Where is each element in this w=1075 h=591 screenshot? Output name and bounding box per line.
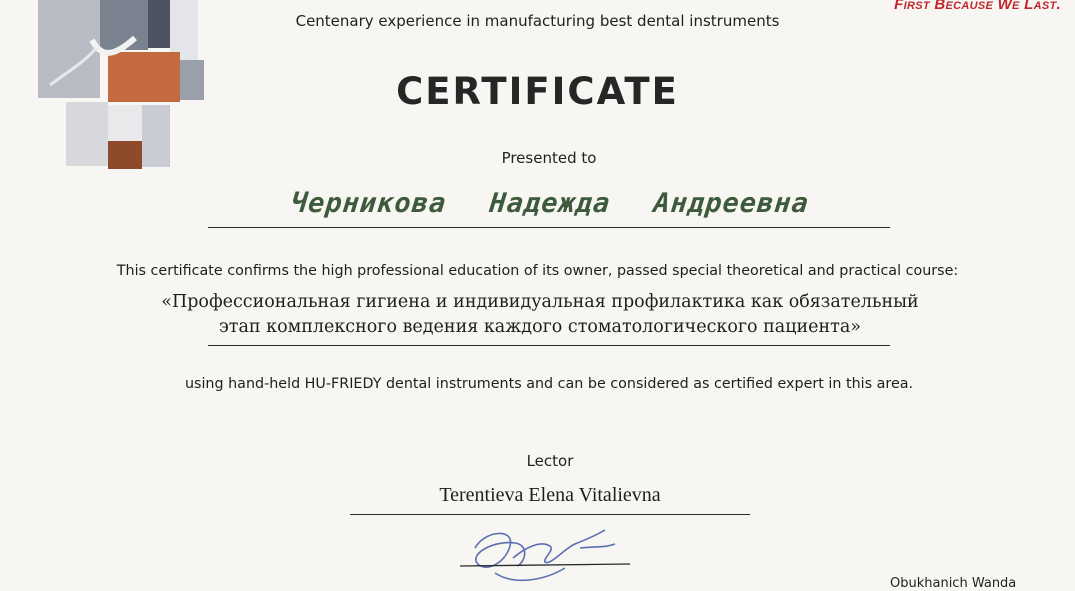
- company-tagline: Centenary experience in manufacturing best dental instruments: [295, 12, 780, 30]
- course-underline: [208, 345, 890, 346]
- instruments-text: using hand-held HU-FRIEDY dental instruments and can be considered as certified expert in this area.: [184, 376, 914, 392]
- lector-name: Terentieva Elena Vitalievna: [439, 484, 661, 506]
- confirmation-text: This certificate confirms the high professional education of its owner, passed special theoretical and practical course:: [116, 263, 959, 279]
- recipient-name: Черникова Надежда Андреевна: [289, 188, 811, 219]
- partial-signatory-name: Obukhanich Wanda: [890, 576, 1017, 591]
- course-title-line-1: «Профессиональная гигиена и индивидуальная профилактика как обязательный: [161, 292, 919, 312]
- certificate-title: CERTIFICATE: [396, 70, 679, 113]
- lector-underline: [350, 514, 750, 515]
- lector-label: Lector: [526, 452, 574, 470]
- presented-to-label: Presented to: [501, 149, 597, 167]
- course-title-line-2: этап комплексного ведения каждого стоматологического пациента»: [219, 317, 861, 337]
- recipient-underline: [208, 227, 890, 228]
- course-title: [140, 290, 940, 340]
- lector-signature: [455, 518, 635, 588]
- brand-slogan: First Because We Last.: [894, 0, 1061, 13]
